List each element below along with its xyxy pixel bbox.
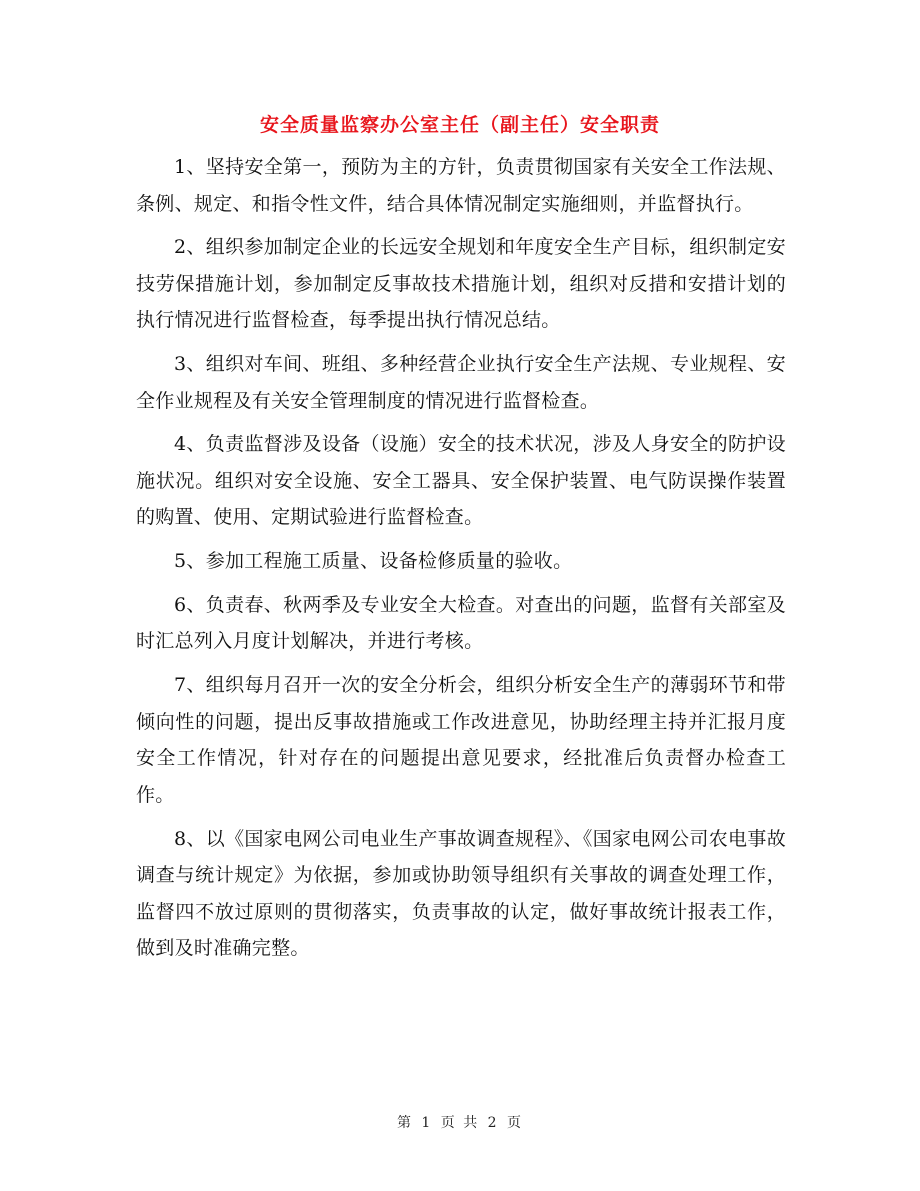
footer-middle: 页 共 xyxy=(440,1115,480,1131)
paragraph-3: 3、组织对车间、班组、多种经营企业执行安全生产法规、专业规程、安全作业规程及有关安全管理制度的情况进行监督检查。 xyxy=(136,353,786,412)
footer-total-pages: 2 xyxy=(487,1115,499,1131)
paragraph-5: 5、参加工程施工质量、设备检修质量的验收。 xyxy=(174,550,573,573)
paragraph-6: 6、负责春、秋两季及专业安全大检查。对查出的问题，监督有关部室及时汇总列入月度计划解决，并进行考核。 xyxy=(136,593,786,653)
paragraph-2: 2、组织参加制定企业的长远安全规划和年度安全生产目标，组织制定安技劳保措施计划，参加制定反事故技术措施计划，组织对反措和安措计划的执行情况进行监督检查，每季提出执行情况总结。 xyxy=(136,236,786,332)
document-title: 安全质量监察办公室主任（副主任）安全职责 xyxy=(259,114,660,136)
footer-suffix: 页 xyxy=(507,1115,524,1131)
document-body xyxy=(136,149,786,974)
footer-page-number: 1 xyxy=(421,1115,433,1131)
footer-prefix: 第 xyxy=(396,1115,413,1131)
paragraph-4: 4、负责监督涉及设备（设施）安全的技术状况，涉及人身安全的防护设施状况。组织对安全设施、安全工器具、安全保护装置、电气防误操作装置的购置、使用、定期试验进行监督检查。 xyxy=(136,433,786,529)
paragraph-8: 8、以《国家电网公司电业生产事故调查规程》、《国家电网公司农电事故调查与统计规定》为依据，参加或协助领导组织有关事故的调查处理工作，监督四不放过原则的贯彻落实，负责事故的认定，做好事故统计报表工作，做到及时准确完整。 xyxy=(136,827,786,960)
page-footer xyxy=(0,1112,920,1132)
paragraph-1: 1、坚持安全第一，预防为主的方针，负责贯彻国家有关安全工作法规、条例、规定、和指令性文件，结合具体情况制定实施细则，并监督执行。 xyxy=(136,156,786,215)
paragraph-7: 7、组织每月召开一次的安全分析会，组织分析安全生产的薄弱环节和带倾向性的问题，提出反事故措施或工作改进意见，协助经理主持并汇报月度安全工作情况，针对存在的问题提出意见要求，经批准后负责督办检查工作。 xyxy=(136,674,786,806)
